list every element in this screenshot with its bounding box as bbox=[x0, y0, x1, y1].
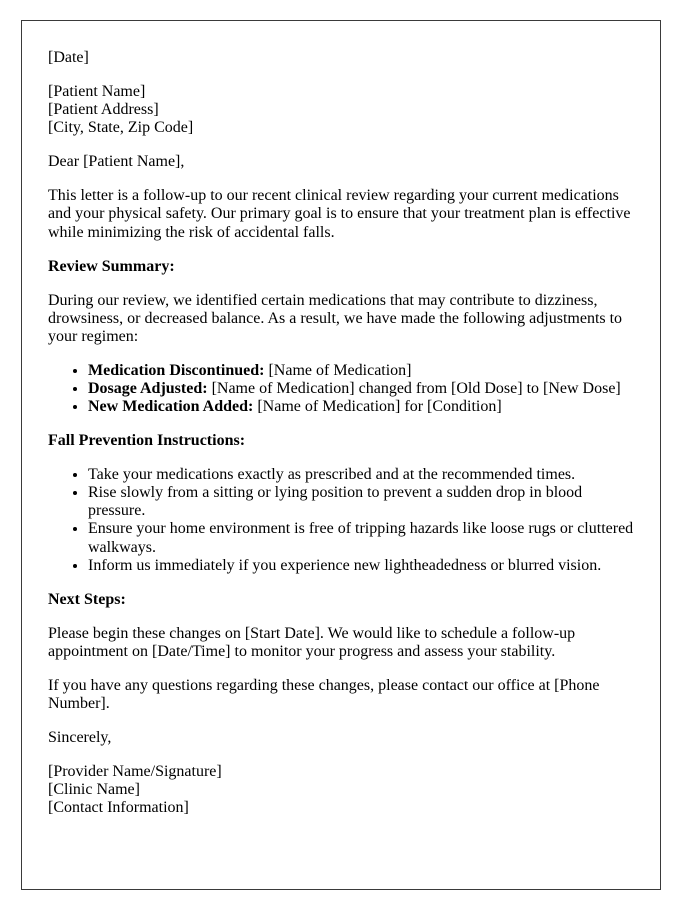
fall-prevention-heading bbox=[48, 432, 634, 450]
provider-signature-line: [Provider Name/Signature] bbox=[48, 763, 222, 781]
review-summary-intro: During our review, we identified certain medications that may contribute to dizziness, drowsiness, or decreased balance. As a result, we have made the following adjustments to your regimen: bbox=[48, 291, 623, 345]
letter-viewport bbox=[21, 20, 661, 817]
clinic-name-line: [Clinic Name] bbox=[48, 781, 140, 799]
fall-prevention-item: • Rise slowly from a sitting or lying position to prevent a sudden drop in blood pressure. bbox=[88, 484, 634, 520]
item-text: [Name of Medication] for [Condition] bbox=[253, 398, 502, 416]
item-label: Dosage Adjusted: bbox=[88, 380, 208, 398]
letter-page bbox=[21, 20, 661, 890]
fall-prevention-item: • Inform us immediately if you experience new lightheadedness or blurred vision. bbox=[88, 557, 634, 575]
recipient-address: [Patient Address] bbox=[48, 101, 159, 119]
recipient-block bbox=[48, 83, 634, 137]
dosage-adjusted-item bbox=[88, 380, 634, 398]
recipient-name: [Patient Name] bbox=[48, 83, 146, 101]
medication-changes-list bbox=[48, 362, 634, 416]
signature-block bbox=[48, 763, 634, 817]
schedule-paragraph: Please begin these changes on [Start Date]. We would like to schedule a follow-up appointment on [Date/Time] to monitor your progress and assess your stability. bbox=[48, 624, 576, 660]
next-steps-heading-text: Next Steps: bbox=[48, 590, 126, 608]
item-label: Medication Discontinued: bbox=[88, 361, 265, 379]
intro-paragraph: This letter is a follow-up to our recent clinical review regarding your current medications and your physical safety. Our primary goal is to ensure that your treatment plan is effective while minimizing the risk of accidental falls. bbox=[48, 187, 631, 241]
fall-prevention-item: • Take your medications exactly as prescribed and at the recommended times. bbox=[88, 466, 634, 484]
date-line: [Date] bbox=[48, 49, 89, 66]
item-label: New Medication Added: bbox=[88, 398, 254, 416]
item-text: [Name of Medication] bbox=[264, 361, 412, 379]
contact-paragraph: If you have any questions regarding these changes, please contact our office at [Phone Number]. bbox=[48, 676, 600, 713]
recipient-city-state-zip: [City, State, Zip Code] bbox=[48, 119, 194, 137]
new-medication-item bbox=[88, 398, 634, 416]
fall-prevention-item: • Ensure your home environment is free of tripping hazards like loose rugs or cluttered walkways. bbox=[88, 520, 634, 556]
medication-discontinued-item bbox=[88, 362, 634, 380]
valediction: Sincerely, bbox=[48, 729, 112, 747]
item-text: [Name of Medication] changed from [Old Dose] to [New Dose] bbox=[207, 380, 621, 398]
contact-info-line: [Contact Information] bbox=[48, 799, 189, 817]
review-summary-heading-text: Review Summary: bbox=[48, 257, 175, 275]
fall-prevention-heading-text: Fall Prevention Instructions: bbox=[48, 432, 246, 450]
fall-prevention-list bbox=[48, 466, 634, 574]
next-steps-heading bbox=[48, 591, 634, 609]
review-summary-heading bbox=[48, 258, 634, 276]
salutation: Dear [Patient Name], bbox=[48, 153, 185, 171]
